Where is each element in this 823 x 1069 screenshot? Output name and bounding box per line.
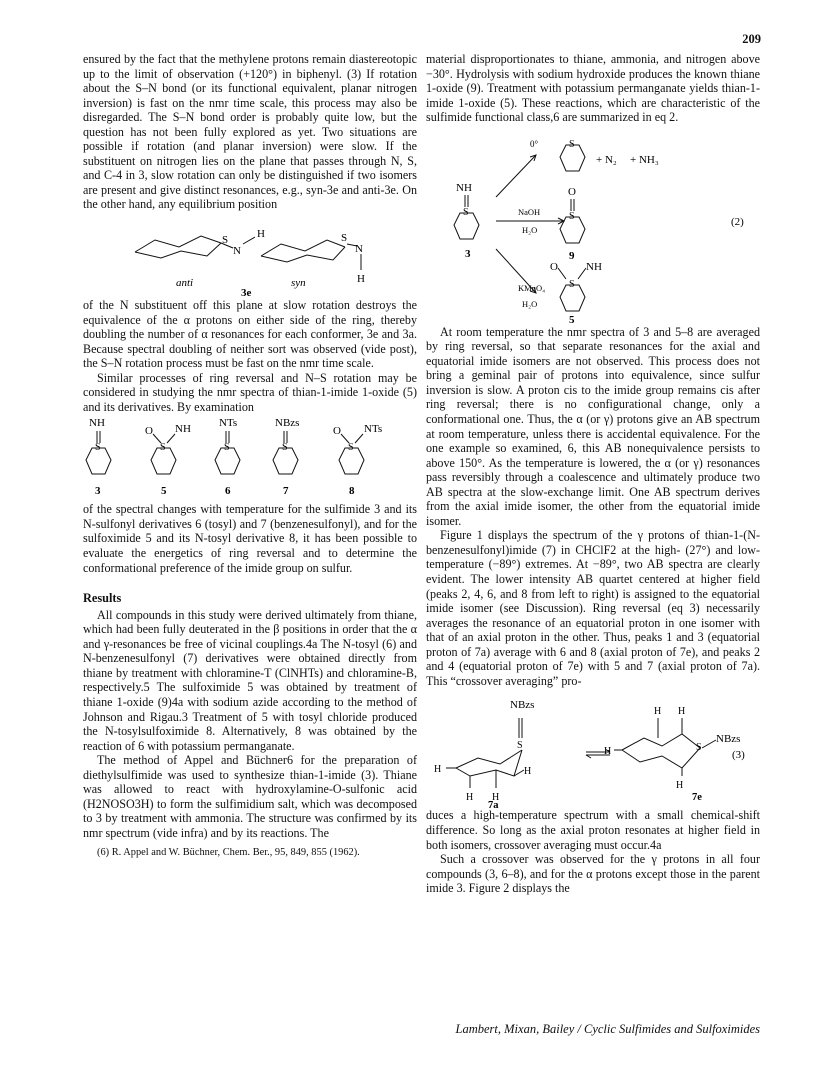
figure-3e: [83, 212, 417, 298]
compound-number: 5: [569, 313, 575, 325]
reagent: H₂O: [522, 224, 538, 235]
paragraph: duces a high-temperature spectrum with a small chemical-shift difference. So long as the axial proton resonates at higher field in both isomers, crossover averaging must occur.4a: [426, 808, 760, 852]
atom-s: S: [348, 442, 354, 454]
atom-s: S: [569, 278, 575, 290]
atom-h: H: [434, 764, 442, 776]
substituent: NBzs: [716, 733, 741, 746]
right-column: [426, 52, 760, 896]
substituent: NTs: [364, 423, 383, 436]
atom-s: S: [224, 442, 230, 454]
paragraph: The method of Appel and Büchner6 for the preparation of diethylsulfimide was used to synthesize thian-1-imide (3). Thiane was allowed to react with hydroxylamine-O-sulfonic acid (H2NOSO3H) to form the sulfimidium salt, which was decomposed to 3 by treatment with ammonia. The structure was confirmed by its nmr spectrum (vide infra) and by its reactions. The: [83, 753, 417, 840]
atom-o: O: [568, 185, 576, 198]
atom-h: H: [257, 228, 265, 241]
compound-number: 9: [569, 249, 575, 262]
footnote: (6) R. Appel and W. Büchner, Chem. Ber., 95, 849, 855 (1962).: [97, 847, 360, 859]
paragraph: ensured by the fact that the methylene protons remain diastereotopic up to the limit of observation (+120°) in biphenyl. (3) If rotation about the S–N bond (or its functional equivalent, planar nitrogen inversion) is fast on the nmr time scale, this process may also be disregarded. The S–N bond order is probably quite low, but the question has not been fully explored as yet. Two situations are possible if rotation (and planar inversion) were slow. If the substituent on nitrogen lies on the plane that passes through N, S, and C-4 in 3, slow rotation can only be distinguished if two isomers are present and give distinct resonances, e.g., syn-3e and anti-3e. On the other hand, any equilibrium position: [83, 52, 417, 212]
structure-3e-svg: [83, 212, 417, 298]
paragraph: of the N substituent off this plane at slow rotation destroys the equivalence of the α protons on either side of the ring, thereby doubling the number of α resonances for each conformer, 3e and 3a. Because spectral doubling of neither sort was observed (vide post), the S–N rotation process must be fast on the nmr time scale.: [83, 298, 417, 371]
paragraph: Figure 1 displays the spectrum of the γ protons of thian-1-(N-benzenesulfonyl)imide (7) in CHClF2 at the high- (27°) and low-temperature (−89°) extremes. At −89°, two AB spectra are clearly evident. The lower intensity AB quartet centered at higher field (peaks 2, 4, 6, and 8 from left to right) is assigned to the equatorial imide isomer (see Discussion). Ring reversal (eq 3) necessarily averages the resonance of an equatorial proton in one isomer with that of an axial proton in the other. Thus, peaks 1 and 3 (equatorial proton of 7a) average with 6 and 8 (axial proton of 7e), and peaks 2 and 4 (equatorial proton of 7e) with 5 and 7 (axial proton of 7a). This “crossover averaging” pro-: [426, 528, 760, 688]
temperature: 0°: [530, 138, 539, 149]
atom-s: S: [463, 206, 469, 218]
atom-s: S: [517, 740, 523, 752]
page-number: 209: [742, 32, 761, 46]
paragraph: At room temperature the nmr spectra of 3 and 5–8 are averaged by ring reversal, so that separate resonances for the axial and equatorial imide isomers are not observed. This process does not bring a geminal pair of protons into equivalence, since sulfur inversion is slow. A proton cis to the imide group remains cis after ring reversal; there is no configurational change, only a conformational one. Thus, the α (or γ) protons give an AB spectrum at room temperature, unless there is accidental equivalence. For the one example so examined, 6, this AB nonequivalence persists to above 150°. As the temperature is lowered, the α (or γ) resonances pass reversibly through a coalescence and ultimately produce two AB spectra at the slow-exchange limit. One AB spectrum derives from the axial imide isomer, the other from the equatorial imide isomer.: [426, 324, 760, 528]
paragraph: material disproportionates to thiane, ammonia, and nitrogen above −30°. Hydrolysis with sodium hydroxide produces the known thiane 1-oxide (9). Treatment with potassium permanganate yields thian-1-imide 1-oxide (5). These reactions, which are characteristic of the sulfimide functional class,6 are summarized in eq 2.: [426, 52, 760, 125]
atom-s: S: [95, 442, 101, 454]
atom-h: H: [676, 780, 684, 792]
atom-s: S: [696, 742, 702, 754]
reagent: NaOH: [518, 206, 541, 217]
atom-o: O: [333, 425, 341, 438]
substituent: NH: [586, 260, 602, 273]
label-syn: syn: [291, 277, 306, 290]
atom-s: S: [222, 234, 229, 247]
atom-h: H: [492, 792, 500, 804]
substituent: NBzs: [510, 699, 535, 712]
compound-number: 3e: [241, 287, 252, 299]
paragraph: All compounds in this study were derived ultimately from thiane, which had been fully deuterated in the β positions in order that the α and γ-resonances be free of vicinal couplings.4a The N-tosyl (6) and N-benzenesulfonyl (7) derivatives were obtained directly from thiane by treatment with chloramine-T (ClNHTs) and chloramine-B, respectively.5 The sulfoximide 5 was obtained by treatment of thiane 1-oxide (9)4a with sodium azide according to the method of Johnson and Rigau.3 Treatment of 5 with tosyl chloride produced the N-tosylsulfoximide 8. Alternatively, 8 was obtained by the reaction of 6 with potassium permanganate.: [83, 607, 417, 753]
atom-h: H: [654, 706, 662, 718]
substituent: NTs: [219, 417, 238, 430]
equation-3-svg: [426, 688, 760, 808]
atom-s: S: [160, 442, 166, 454]
paragraph: Such a crossover was observed for the γ protons in all four compounds (3, 6–8), and for the α protons except those in the parent imide 3. Figure 2 displays the: [426, 852, 760, 896]
atom-n: N: [233, 245, 241, 258]
atom-o: O: [145, 425, 153, 438]
substituent: NH: [89, 417, 105, 430]
atom-h: H: [466, 792, 474, 804]
atom-h: H: [357, 273, 365, 286]
atom-s: S: [341, 232, 348, 245]
atom-h: H: [604, 746, 612, 758]
compound-number: 7a: [488, 800, 499, 809]
reagent: KMnO₄: [518, 282, 546, 293]
compound-number: 5: [161, 485, 167, 498]
left-column: [83, 52, 417, 859]
atom-s: S: [569, 210, 575, 222]
equation-3: [426, 688, 760, 808]
section-heading: Results: [83, 591, 122, 606]
equation-label: (3): [732, 749, 745, 762]
product: + N₂: [596, 153, 617, 166]
atom-h: H: [678, 706, 686, 718]
substituent: NBzs: [275, 417, 300, 430]
compound-number: 6: [225, 485, 231, 498]
structures-svg: [83, 414, 417, 502]
atom-h: H: [524, 766, 532, 778]
compound-number: 7e: [692, 792, 702, 804]
equation-2: [426, 125, 760, 325]
substituent: NH: [175, 423, 191, 436]
equation-2-svg: [426, 125, 760, 325]
atom-o: O: [550, 260, 558, 273]
compound-number: 8: [349, 485, 355, 498]
paragraph: Similar processes of ring reversal and N–S rotation may be considered in studying the nmr spectra of thian-1-imide 1-oxide (5) and its derivatives. By examination: [83, 370, 417, 414]
compound-number: 7: [283, 485, 289, 498]
atom-s: S: [569, 138, 575, 150]
running-footer: Lambert, Mixan, Bailey / Cyclic Sulfimides and Sulfoximides: [455, 1022, 760, 1036]
compound-number: 3: [95, 485, 101, 498]
reagent: H₂O: [522, 298, 538, 309]
compound-number: 3: [465, 247, 471, 260]
product: + NH₃: [630, 153, 659, 166]
paragraph: of the spectral changes with temperature for the sulfimide 3 and its N-sulfonyl derivatives 6 (tosyl) and 7 (benzenesulfonyl), and for the sulfoximide 5 and its N-tosyl derivative 8, it has been possible to evaluate the energetics of ring reversal and to determine the conformational preference of the imide group on sulfur.: [83, 502, 417, 575]
equation-label: (2): [731, 215, 744, 228]
atom-s: S: [282, 442, 288, 454]
substituent: NH: [456, 181, 472, 194]
atom-n: N: [355, 243, 363, 256]
figure-structures-3-5-6-7-8: [83, 414, 417, 502]
label-anti: anti: [176, 277, 194, 290]
